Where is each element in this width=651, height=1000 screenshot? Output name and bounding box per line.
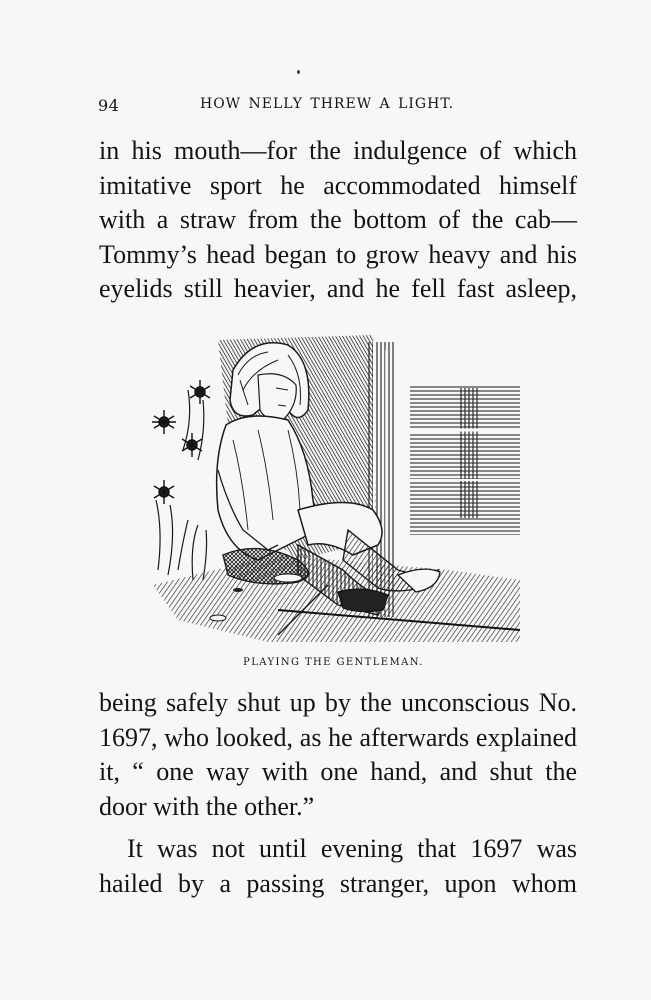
- text-line: Tommy’s head began to grow heavy and his: [99, 239, 577, 269]
- top-paragraph: [99, 134, 577, 307]
- text-line: with a straw from the bottom of the cab—: [99, 205, 577, 234]
- boy-sleeping-engraving: [148, 330, 528, 645]
- text-line: it, “ one way with one hand, and shut the: [99, 757, 577, 786]
- text-line: eyelids still heavier, and he fell fast asleep,: [99, 274, 577, 303]
- illustration-caption: PLAYING THE GENTLEMAN.: [243, 657, 424, 668]
- ink-speck: [297, 70, 300, 74]
- text-line: It was not until evening that 1697 was: [127, 834, 577, 863]
- running-title: HOW NELLY THREW A LIGHT.: [200, 96, 455, 112]
- page-number: 94: [98, 96, 120, 115]
- text-line: imitative sport he accommodated himself: [99, 170, 577, 200]
- bottom-paragraphs: [99, 686, 577, 901]
- text-line: being safely shut up by the unconscious No.: [99, 688, 577, 717]
- page-header: [98, 96, 578, 120]
- text-line: in his mouth—for the indulgence of which: [99, 136, 577, 165]
- text-line: door with the other.”: [99, 791, 315, 821]
- text-line: hailed by a passing stranger, upon whom: [99, 868, 577, 898]
- text-line: 1697, who looked, as he afterwards explained: [99, 722, 577, 752]
